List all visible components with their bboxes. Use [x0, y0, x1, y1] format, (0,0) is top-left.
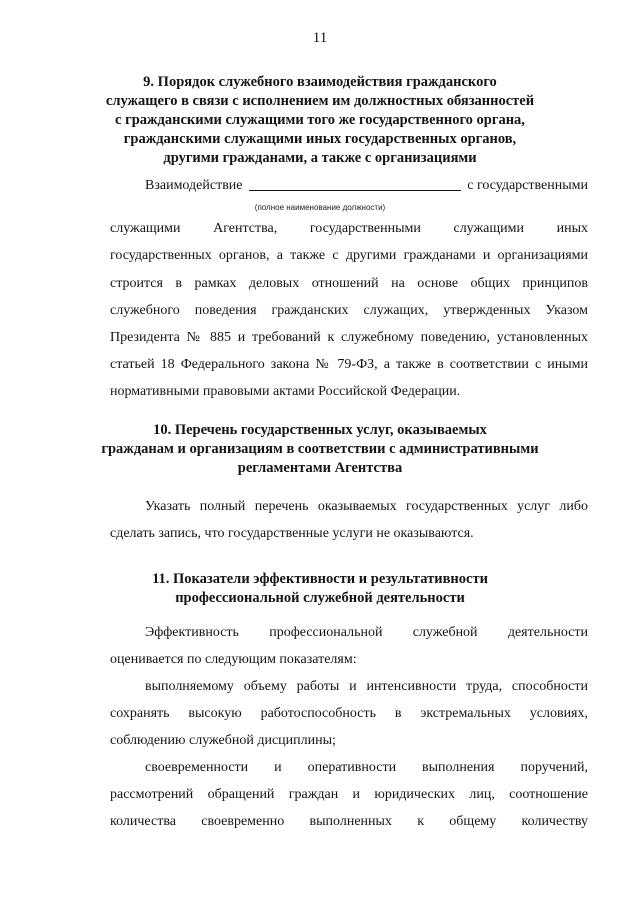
interaction-suffix: с государственными — [467, 178, 588, 193]
heading-line: регламентами Агентства — [237, 460, 403, 476]
interaction-prefix: Взаимодействие — [145, 178, 243, 193]
paragraph-line: соблюдению служебной дисциплины; — [110, 733, 336, 748]
paragraph-line: строится в рамках деловых отношений на основе общих принципов — [110, 276, 588, 291]
paragraph-line: сделать запись, что государственные услуги не оказываются. — [110, 526, 474, 541]
paragraph-line: оценивается по следующим показателям: — [110, 652, 357, 667]
section-10-heading — [90, 421, 550, 478]
heading-line: профессиональной служебной деятельности — [175, 590, 465, 606]
paragraph-line: служебного поведения гражданских служащих, утвержденных Указом — [110, 303, 588, 318]
paragraph-line: нормативными правовыми актами Российской Федерации. — [110, 384, 461, 399]
paragraph-line: Эффективность профессиональной служебной деятельности — [145, 625, 588, 640]
paragraph-line: служащими Агентства, государственными служащими иных — [110, 221, 588, 236]
page-number: 11 — [312, 30, 328, 46]
heading-line: 10. Перечень государственных услуг, оказываемых — [153, 422, 487, 438]
paragraph-line: государственных органов, а также с другими гражданами и организациями — [110, 248, 588, 263]
section-9-heading — [90, 73, 550, 168]
paragraph-line: своевременности и оперативности выполнения поручений, — [145, 760, 588, 775]
heading-line: с гражданскими служащими того же государственного органа, — [115, 112, 525, 128]
heading-line: гражданам и организациям в соответствии с административными — [101, 441, 539, 457]
heading-line: служащего в связи с исполнением им должностных обязанностей — [105, 93, 535, 109]
paragraph-line: Указать полный перечень оказываемых государственных услуг либо — [145, 499, 588, 514]
heading-line: 9. Порядок служебного взаимодействия гражданского — [143, 74, 497, 90]
field-hint: (полное наименование должности) — [254, 203, 386, 212]
heading-line: 11. Показатели эффективности и результативности — [152, 571, 488, 587]
interaction-row — [145, 177, 588, 195]
paragraph-line: Президента № 885 и требований к служебному поведению, установленных — [110, 330, 588, 345]
section-11-heading — [90, 570, 550, 608]
heading-line: гражданскими служащими иных государственных органов, — [123, 131, 517, 147]
heading-line: другими гражданами, а также с организациями — [163, 150, 477, 166]
paragraph-line: рассмотрений обращений граждан и юридических лиц, соотношение — [110, 787, 588, 802]
paragraph-line: количества своевременно выполненных к общему количеству — [110, 814, 588, 829]
position-blank-line — [249, 189, 462, 191]
paragraph-line: выполняемому объему работы и интенсивности труда, способности — [145, 679, 588, 694]
paragraph-line: сохранять высокую работоспособность в экстремальных условиях, — [110, 706, 588, 721]
paragraph-line: статьей 18 Федерального закона № 79-ФЗ, а также в соответствии с иными — [110, 357, 588, 372]
